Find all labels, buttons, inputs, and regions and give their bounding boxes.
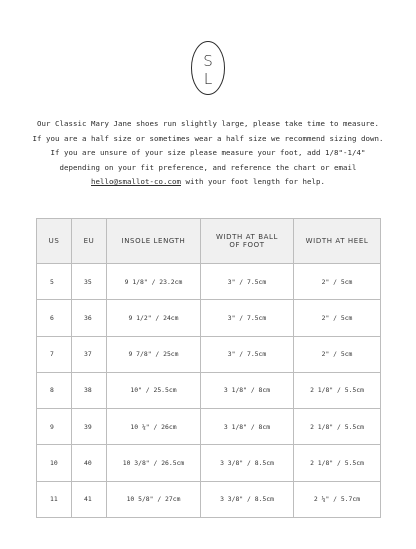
cell-eu: 39	[72, 409, 107, 445]
cell-heel-width: 2 1/8" / 5.5cm	[294, 409, 381, 445]
logo-letter-s: S	[203, 52, 213, 70]
table-row	[37, 372, 381, 408]
cell-us: 11	[37, 481, 72, 517]
table-row	[37, 336, 381, 372]
intro-line-3: If you are unsure of your size please measure your foot, add 1/8"-1/4"	[50, 148, 366, 157]
cell-insole: 9 1/8" / 23.2cm	[107, 264, 201, 300]
table-row	[37, 409, 381, 445]
cell-eu: 36	[72, 300, 107, 336]
cell-us: 10	[37, 445, 72, 481]
intro-line-1: Our Classic Mary Jane shoes run slightly large, please take time to measure.	[37, 119, 379, 128]
cell-ball-width: 3 1/8" / 8cm	[201, 372, 294, 408]
cell-heel-width: 2 ¼" / 5.7cm	[294, 481, 381, 517]
logo-letter-l: L	[203, 70, 213, 88]
cell-us: 6	[37, 300, 72, 336]
intro-line-5	[0, 175, 416, 190]
header-eu: EU	[72, 219, 107, 264]
intro-line-4: depending on your fit preference, and reference the chart or email	[59, 162, 357, 172]
cell-eu: 38	[72, 372, 107, 408]
table-row	[37, 481, 381, 517]
cell-ball-width: 3" / 7.5cm	[201, 336, 294, 372]
cell-heel-width: 2 1/8" / 5.5cm	[294, 372, 381, 408]
cell-us: 9	[37, 409, 72, 445]
cell-insole: 10 ¼" / 26cm	[107, 409, 201, 445]
brand-logo	[190, 40, 226, 96]
cell-us: 5	[37, 264, 72, 300]
cell-heel-width: 2 1/8" / 5.5cm	[294, 445, 381, 481]
cell-ball-width: 3 1/8" / 8cm	[201, 409, 294, 445]
intro-line-2: If you are a half size or sometimes wear a half size we recommend sizing down.	[32, 133, 384, 143]
cell-insole: 9 1/2" / 24cm	[107, 300, 201, 336]
cell-us: 8	[37, 372, 72, 408]
cell-ball-width: 3" / 7.5cm	[201, 264, 294, 300]
cell-eu: 40	[72, 445, 107, 481]
table-row	[37, 264, 381, 300]
cell-heel-width: 2" / 5cm	[294, 336, 381, 372]
cell-eu: 35	[72, 264, 107, 300]
email-link[interactable]: hello@smallot-co.com	[91, 177, 181, 186]
cell-eu: 37	[72, 336, 107, 372]
header-insole-length: INSOLE LENGTH	[107, 219, 201, 264]
cell-heel-width: 2" / 5cm	[294, 264, 381, 300]
header-width-at-ball	[201, 219, 294, 264]
table-header-row	[37, 219, 381, 264]
cell-insole: 10 5/8" / 27cm	[107, 481, 201, 517]
cell-insole: 10" / 25.5cm	[107, 372, 201, 408]
table-row	[37, 445, 381, 481]
cell-heel-width: 2" / 5cm	[294, 300, 381, 336]
cell-eu: 41	[72, 481, 107, 517]
header-width-at-ball-line2: OF FOOT	[229, 241, 265, 249]
cell-us: 7	[37, 336, 72, 372]
intro-text	[0, 117, 416, 190]
cell-insole: 9 7/8" / 25cm	[107, 336, 201, 372]
table-row	[37, 300, 381, 336]
header-width-at-heel: WIDTH AT HEEL	[294, 219, 381, 264]
cell-ball-width: 3 3/8" / 8.5cm	[201, 445, 294, 481]
cell-ball-width: 3" / 7.5cm	[201, 300, 294, 336]
header-width-at-ball-line1: WIDTH AT BALL	[215, 233, 279, 241]
cell-ball-width: 3 3/8" / 8.5cm	[201, 481, 294, 517]
intro-line-5-rest: with your foot length for help.	[181, 177, 325, 186]
header-us: US	[37, 219, 72, 264]
size-chart-table	[36, 218, 381, 518]
cell-insole: 10 3/8" / 26.5cm	[107, 445, 201, 481]
